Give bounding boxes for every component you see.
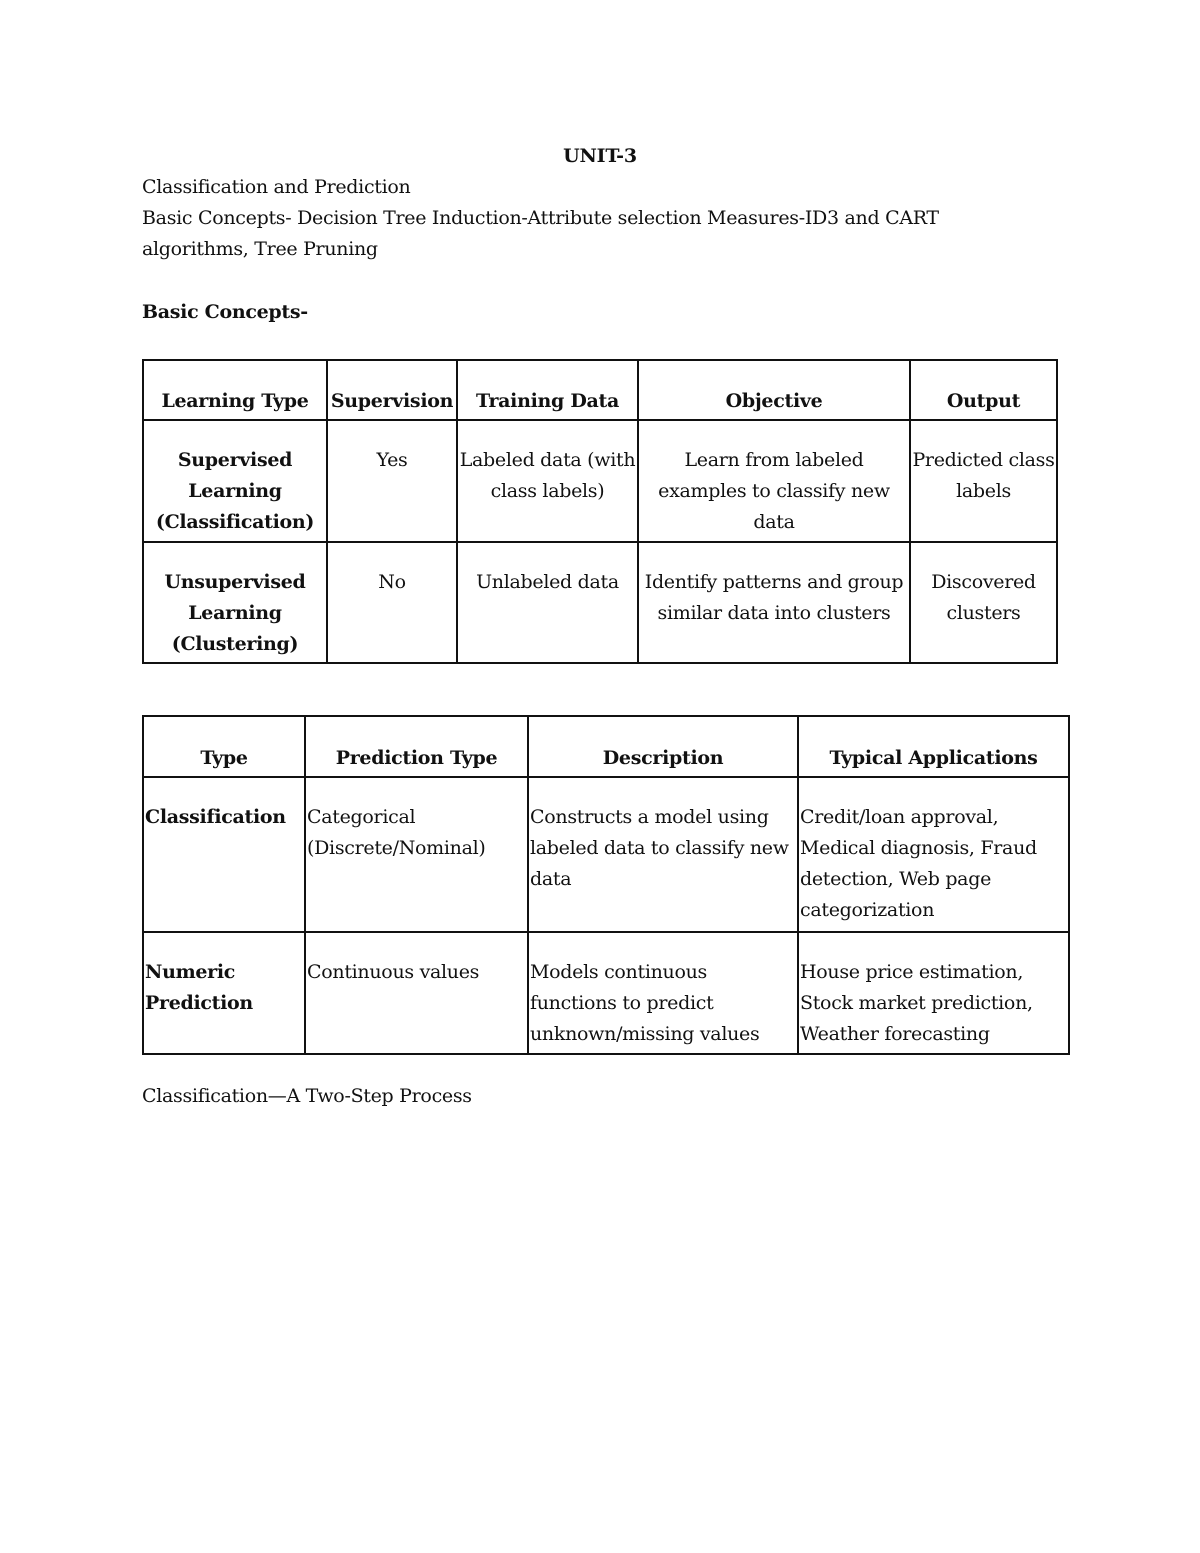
- cell-prediction-type: Continuous values: [305, 932, 528, 1054]
- cell-description: Models continuous functions to predict unknown/missing values: [528, 932, 798, 1054]
- cell-training-data: Unlabeled data: [457, 542, 638, 663]
- cell-supervision: No: [327, 542, 457, 663]
- table-row: [143, 542, 1057, 663]
- header-output: Output: [910, 360, 1057, 420]
- cell-type: Numeric Prediction: [143, 932, 305, 1054]
- table-header-row: [143, 716, 1069, 777]
- topics-line-2: algorithms, Tree Pruning: [142, 238, 378, 260]
- header-learning-type: Learning Type: [143, 360, 327, 420]
- cell-type: Classification: [143, 777, 305, 932]
- header-objective: Objective: [638, 360, 910, 420]
- table-row: [143, 777, 1069, 932]
- cell-typical-applications: Credit/loan approval, Medical diagnosis, Fraud detection, Web page categorization: [798, 777, 1069, 932]
- closing-line: Classification—A Two-Step Process: [142, 1085, 472, 1107]
- cell-supervision: Yes: [327, 420, 457, 542]
- table-row: [143, 420, 1057, 542]
- cell-output: Discovered clusters: [910, 542, 1057, 663]
- cell-objective: Learn from labeled examples to classify new data: [638, 420, 910, 542]
- subtitle: Classification and Prediction: [142, 176, 411, 198]
- cell-training-data: Labeled data (with class labels): [457, 420, 638, 542]
- prediction-type-table: [142, 715, 1070, 1055]
- cell-output: Predicted class labels: [910, 420, 1057, 542]
- learning-type-table: [142, 359, 1058, 664]
- table-row: [143, 932, 1069, 1054]
- cell-prediction-type: Categorical (Discrete/Nominal): [305, 777, 528, 932]
- cell-learning-type: Unsupervised Learning (Clustering): [143, 542, 327, 663]
- topics-line-1: Basic Concepts- Decision Tree Induction-Attribute selection Measures-ID3 and CART: [142, 207, 939, 229]
- cell-typical-applications: House price estimation, Stock market prediction, Weather forecasting: [798, 932, 1069, 1054]
- header-description: Description: [528, 716, 798, 777]
- cell-learning-type: Supervised Learning (Classification): [143, 420, 327, 542]
- header-type: Type: [143, 716, 305, 777]
- table-header-row: [143, 360, 1057, 420]
- header-supervision: Supervision: [327, 360, 457, 420]
- unit-title: UNIT-3: [563, 145, 637, 167]
- cell-objective: Identify patterns and group similar data into clusters: [638, 542, 910, 663]
- header-training-data: Training Data: [457, 360, 638, 420]
- cell-description: Constructs a model using labeled data to classify new data: [528, 777, 798, 932]
- header-typical-applications: Typical Applications: [798, 716, 1069, 777]
- header-prediction-type: Prediction Type: [305, 716, 528, 777]
- section-heading: Basic Concepts-: [142, 301, 308, 323]
